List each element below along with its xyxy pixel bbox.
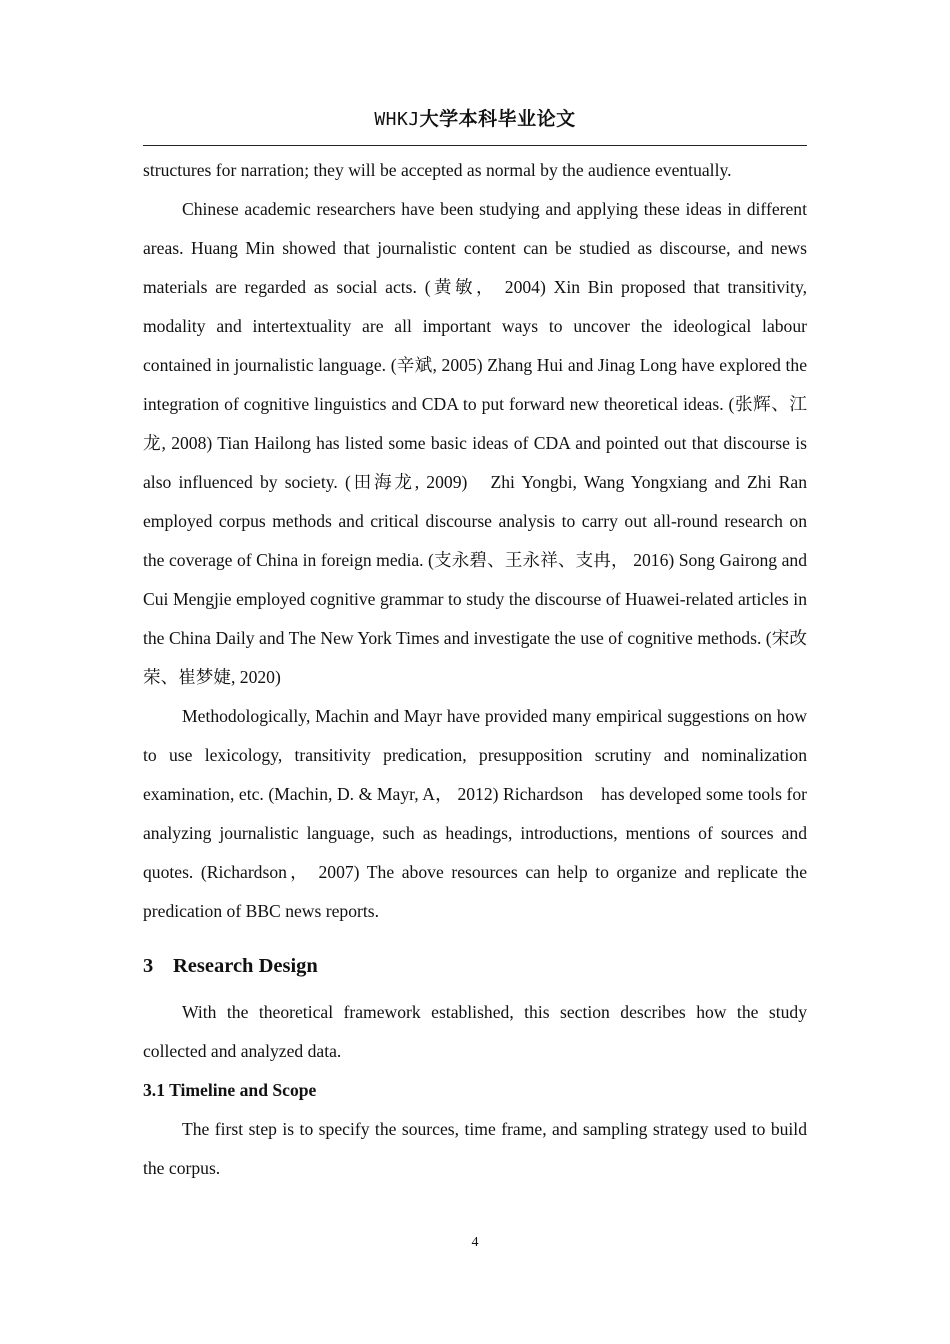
page-body (143, 151, 807, 1188)
page-number: 4 (471, 1235, 479, 1250)
header-latin: WHKJ (374, 109, 420, 130)
header-rule (143, 145, 807, 146)
running-header (143, 104, 807, 131)
paragraph-chinese-research: Chinese academic researchers have been studying and applying these ideas in different areas. Huang Min showed that journalistic content can be studied as discourse, and news materials are regarded as social acts. (黄敏， 2004) Xin Bin proposed that transitivity, modality and intertextuality are all important ways to uncover the ideological labour contained in journalistic language. (辛斌, 2005) Zhang Hui and Jinag Long have explored the integration of cognitive linguistics and CDA to put forward new theoretical ideas. (张辉、江龙, 2008) Tian Hailong has listed some basic ideas of CDA and pointed out that discourse is also influenced by society. (田海龙, 2009) Zhi Yongbi, Wang Yongxiang and Zhi Ran employed corpus methods and critical discourse analysis to carry out all-round research on the coverage of China in foreign media. (支永碧、王永祥、支冉， 2016) Song Gairong and Cui Mengjie employed cognitive grammar to study the discourse of Huawei-related articles in the China Daily and The New York Times and investigate the use of cognitive methods. (宋改荣、崔梦婕, 2020) (143, 199, 807, 687)
section-title: Research Design (173, 955, 318, 977)
section-heading (143, 951, 807, 981)
paragraph-continuation: structures for narration; they will be accepted as normal by the audience eventually. (143, 160, 732, 180)
header-cjk: 大学本科毕业论文 (419, 108, 576, 130)
paragraph-first-step: The first step is to specify the sources, time frame, and sampling strategy used to build the corpus. (143, 1119, 807, 1178)
paragraph-methodology: Methodologically, Machin and Mayr have provided many empirical suggestions on how to use lexicology, transitivity predication, presupposition scrutiny and nominalization examination, etc. (Machin, D. & Mayr, A， 2012) Richardson has developed some tools for analyzing journalistic language, such as headings, introductions, mentions of sources and quotes. (Richardson， 2007) The above resources can help to organize and replicate the predication of BBC news reports. (143, 706, 807, 921)
section-number: 3 (143, 955, 154, 977)
paragraph-section-intro: With the theoretical framework established, this section describes how the study collected and analyzed data. (143, 1002, 807, 1061)
subsection-heading: 3.1 Timeline and Scope (143, 1080, 317, 1100)
